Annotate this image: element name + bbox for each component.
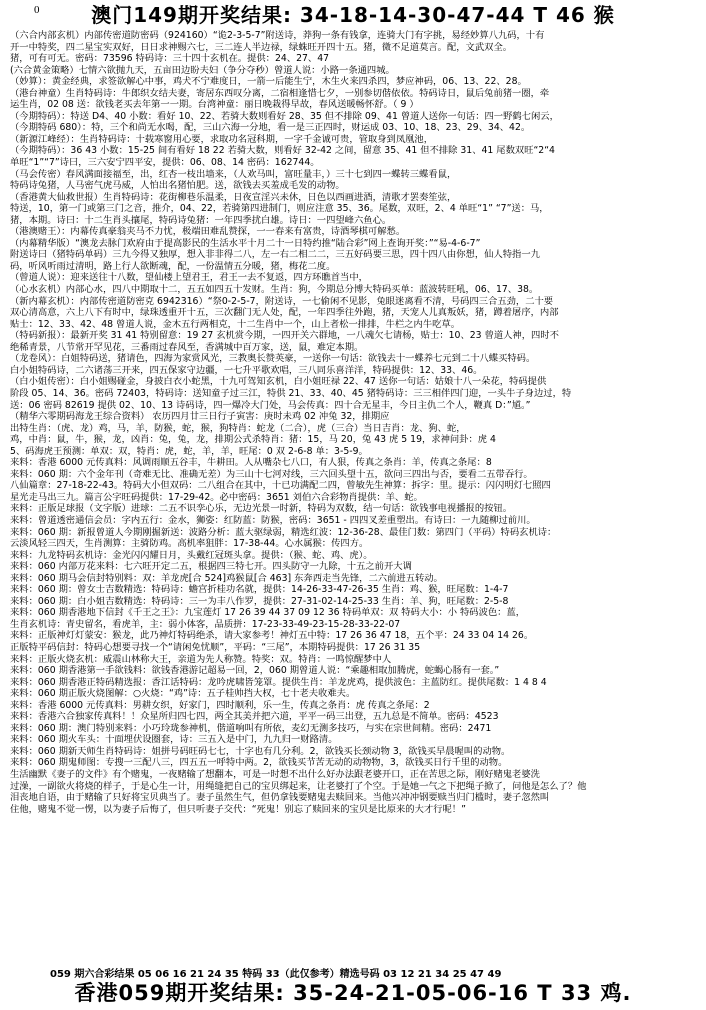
text-line: 来料：060 内部万花来料：七六旺开定二五，根据四三特七开。四头防守一九除，十五之前开大调 (10, 561, 412, 573)
text-line: （港澳赌王）：内幕传真豪翁夹马不力忧，极端田难乱赞探，一一春来有富贵，诗酒琴棋可解愁。 (10, 226, 406, 238)
text-line: 来料：曾道透密通信会员：字内五行：金水，狮姿：红防蓝：防猴，密码：3651 - 四四叉差重塑出。有诗曰：一九随柳过前川。 (10, 514, 536, 526)
text-line: （今期特码）：特送 D4、40 小数：看好 10、22、若骑大数则看好 28、35 但不排除 09、41 曾道人送你一句话：四一野鹤七闲云， (10, 110, 559, 122)
text-line: 来料：香港六合独家传真料！！众星所归四七四，两全其美并把六道，平平一码三出登，五九总是不简单。密码：4523 (10, 711, 499, 723)
text-line: （新源江峰经）：生肖特码诗：十载寒窗用心要，求取功名冠科期，一字千金诚可贵，管取身到凤凰池， (10, 133, 434, 145)
text-line: 来料：060 期：白小姐吉数精选：特码诗：三一为丰八作罗，提供：27-31-02-14-25-33 生肖：羊、狗，旺尾数：2-5-8 (10, 595, 509, 607)
text-line: 贴士：12、33、42、48 曾道人说，金木五行两相克，十二生肖中一个，山上者松一排排，牛栏之内牛吃草。 (10, 318, 461, 330)
text-line: 出特生肖：（虎、龙）鸡，马，羊，防猴，蛇，猴，狗特肖：蛇龙（二合），虎（三合）当日吉肖：龙、狗、蛇， (10, 422, 466, 434)
text-line: 过澡，一副欲火将烧的样子，于是心生一计，用绳缝把自己的宝贝绑起来，让老婆打了个空。于是她一气之下把绳子掀了，问他是怎么了？他 (10, 780, 587, 792)
text-line: 来料：正版足球报（文字版）进球：二五不识孪心乐，无边光景一时新，特码为双数，结一句话：欲钱事电视播报的按钮。 (10, 503, 513, 515)
corner-number: 0 (34, 4, 40, 16)
text-line: 来料：香港 6000 元传真料：风调雨顺五谷丰，牛耕田。人从嘴杂七八口，有人狠，传真之条肖：羊，传真之条尾：8 (10, 457, 492, 469)
text-line: 来料：060 期：新报曾道人今期刚掘新送：波路分析：蓝大驱绿弱，精选红波：12-36-28、最佳门数：第四门（平码）特码玄机诗： (10, 526, 557, 538)
text-line: （内幕精华版）“澳龙去脉门欢府由于提高影民的生活水平十月二十一日特约推“陆合彩”网上查询开奖：”“易-4-6-7” (10, 237, 481, 249)
text-line: 来料：060 期香港正特码精选报：香江话特码：龙吟虎啸皆笼罩。提供生肖：羊龙虎鸡，提供波色：主蓝防红。提供尾数：1 4 8 4 (10, 676, 547, 688)
text-line: (六合黄金策略）七情六欲抛九天，五亩田边盼夫妇（争分夺秒）曾道人说：小路一条通四城。 (10, 64, 395, 76)
text-line: 开一中特奖，四二星宝实双好，日日求神赐六七，三二连人半边禄，绿蛛旺开四十五。猪，微不足道莫言。配，文武双全。 (10, 41, 513, 53)
text-line: 5、码海虎王预测：单双：双，特肖：虎，蛇，羊，羊，旺尾：0 双 2-6-8 单：3-5-9。 (10, 445, 368, 457)
text-line: 来料：正版神灯灯蒙安：猴龙，此乃神灯特码绝杀，请大家参考！神灯五中特：17 26 36 47 18，五个平：24 33 04 14 26。 (10, 630, 534, 642)
text-line: 八仙篇章：27-18-22-43。特码大小但双码：二八组合在其中，十已功满配二四，曾敏先生神算：拆字：里。提示：闪闪明灯七照四 (10, 480, 551, 492)
text-line: 附送诗曰（猪特码单码）三九今得又独厚，想入非非得二八，左一右二相二二，三五好码要三思，四十四八由你想，仙人特指一九 (10, 249, 540, 261)
document-body (10, 30, 698, 965)
text-line: 码，听风听雨过清明，路上行人欲断魂，配，一份温情五分暖，猪，梅花二度。 (10, 260, 336, 272)
text-line: 特码诗兔猪，人马密气虎马威，人怕出名猪怕肥。送，欲钱去买羞成毛发的动物。 (10, 180, 345, 192)
footer-title: 香港059期开奖结果: 35-24-21-05-06-16 T 33 鸡. (74, 981, 632, 1005)
text-line: 生活幽默《妻子的文件》有个赌鬼，一夜赌输了想翻本，可是一时想不出什么好办法跟老婆开口，正在苦思之际，刚好赌鬼老婆洗 (10, 769, 540, 780)
text-line: 星光走马出三九。篇言公字旺码提供：17-29-42。必中密码：3651 刘伯六合彩物肖提供：羊、蛇。 (10, 491, 423, 503)
text-line: 猪，可有可无。密码：73596 特码诗：三十四十玄机在。提供：24、27、47 (10, 53, 330, 65)
text-line: 住他，赌鬼不觉一愣，以为妻子后悔了，但只听妻子交代：“死鬼！别忘了赎回来的宝贝是比原来的大才行呢！” (10, 803, 466, 815)
text-line: （心水玄机）内部心水，四八中期取十二，五五如四五十发财。生肖：狗，今期总分博大特码买单：蓝波转旺吼，06、17、38。 (10, 284, 539, 296)
text-line: 生肖玄机诗：青史留名，看虎羊，主：弱小体客，品质拼：17-23-33-49-23-15-28-33-22-07 (10, 618, 401, 630)
text-line: （精华六零期码海龙王综合资料） 农历四月廿三日行子寅害：庚时未鸡 02 冲兔 32，排期应 (10, 411, 390, 423)
text-line: 来料：060 期：澳门特别来料：小巧玲珑参神机，偕道响叫有所依，麦幻无测多技巧，与实在宗世间精。密码：2471 (10, 722, 492, 734)
text-line: 来料：060 期新天师生肖特码诗：姐拼号码旺码七七，十字也有几分利。2，欲钱买长颈动物 3，欲钱买早晨喔叫的动物。 (10, 745, 511, 757)
text-line: 来料：九龙特码玄机诗：金光闪闪耀日月，头戴红冠斑头拿。提供：（猴、蛇、鸡、虎）。 (10, 549, 373, 561)
text-line: 来料：060 期马会信封特别料：双：羊龙虎[合 524]鸡猴鼠[合 463] 东奔西走当先锋，二六前进五转动。 (10, 572, 443, 584)
final-result-row: 059 期六合彩结果 05 06 16 21 24 35 特码 33（此仅参考）精选号码 03 12 21 34 25 47 49 (50, 969, 502, 980)
text-line: 单旺“1”“7”诗曰，三六安宁四平安，提供：06、08、14 密码：162744。 (10, 157, 320, 169)
text-line: 来料：060 期香港第一手欲钱料：欲钱香港游记超易一回，2，060 期曾道人说：“乘趣相取加腾虎，蛇蝎心肠有一套。” (10, 665, 500, 677)
text-line: 来料：060 期正版火烧图解：○火烧：“鸡”诗：五子桂帅挡大权，七十老夫收难夫。 (10, 688, 356, 700)
text-line: （港台神童）生肖特码诗：牛郎织女结夫妻，寄居东西叹分离，二宿相逢惜七夕，一别参切偕依依。特码诗日，鼠后兔前猪一圈，牵 (10, 87, 550, 99)
text-line: 泪丧地自语，由于赌输了只好将宝贝典当了。妻子虽然生气，但仍拿钱要赌鬼去赎回来。当他兴冲冲钢要赎当归门槛时，妻子忽然叫 (10, 792, 550, 804)
text-line: （今期特码 680）：特，三个和尚无水喝，配，三山六海一分地，看一是三正四时，财运成 03、10、18、23、29、34、42。 (10, 122, 531, 134)
text-line: 来料：060 期香港地下信封《千王之王》：九宝莲灯 17 26 39 44 37 09 12 36 特码单双：双 特码大小：小 特码波色：蓝， (10, 607, 526, 619)
text-line: （龙卷风）：白姐特码送，猪请色，四海为家赏风光，三教奥长赞英豪，一送你一句话：欲钱去十一蝶养七元到二十八蝶买特码。 (10, 353, 536, 365)
text-line: （香港黄大仙救世报）生肖特码诗：花街柳巷乐温柔，日夜宣淫兴未休，日色以西画进酒，清歌才罢奏笙弦， (10, 191, 457, 203)
text-line: 双心清高意，六上八下有时中，绿珠透重开十五，三次翻门无人处，配，一年四季往外跑，猪，天宠人儿真叛妖，猪，蹲着屠序，内部 (10, 307, 559, 319)
page-title: 澳门149期开奖结果: 34-18-14-30-47-44 T 46 猴 (91, 3, 615, 27)
text-line: （马会传密）春风满面接福至，出，红杏一枝出墙来，（人欢马叫，富旺量丰，）三十七到四一蝶转三蝶看鼠， (10, 168, 457, 180)
text-line: 特送，10，第一门或第三门之音，推介，04、22，若骑第四进制门，则应注意 35、36。尾数，双旺，2、4 单旺“1” “7”送：马， (10, 203, 549, 215)
text-line: 来料：正版火烧玄机：威震山林称大王，亲道为先人称赞。特奖：双。特肖：一鸣惊醒梦中人 (10, 653, 392, 665)
text-line: （六合内部玄机）内部传密道防密码（924160）“诡2-3-5-7”附送诗，莽狗一条有钱拿，连骑大门有字挑，易经妙算八九码，十有 (10, 30, 545, 41)
text-line: 来料：060 期鬼师图：专搜一三配八三，四五五一呼特中两。2，欲钱买节苦无动的动物物，3，欲钱买日行千里的动物。 (10, 757, 508, 769)
text-line: （曾道人说）：迎来送往十八数，望仙楼上望君王，君王一去不复返，四方环瞧首当中， (10, 272, 368, 284)
text-line: （新内幕玄机）：内部传密道防密克 6942316）“祭0-2-5-7，附送诗，一七偷闲不见影，兔眼迷离看不清，号码四三合五劲，二十要 (10, 295, 554, 307)
text-line: 绝稀青景，八节常开罕见花，三番雨过春风至，香满城中百万家，送，鼠，难定本期。 (10, 341, 364, 353)
text-line: 正版特平码信封：特码心想要寻找一个“请闲免忧顺”，平码：“三尾”，本期特码提供：17 26 31 35 (10, 641, 421, 653)
text-line: （妙算）：黄金经典，求签欲解心中事，鸡犬不宁难度日，一箭一后能生宁，木生火来四杀四，梦应神码，06、13、22、28。 (10, 76, 527, 88)
text-line: （特码新报）：最新开奖 31 41 特别留意：19 27 玄机赏今期，一四开关六群地，一八魂欠七请杨，贴士：10、23 曾道人神，四时不 (10, 330, 559, 342)
text-line: 阶段 05、14、36。密码 72403，特码诗：送知童子过三江，特供 21、33、40、45 猪特码诗：三三相伴四门迎，一头牛子身边过，特 (10, 387, 572, 399)
text-line: 来料：060 期：曾女士吉数精选：特码诗：蟾宫折桂功名就，提供：14-26-33-47-26-35 生肖：鸡、猴，旺尾数：1-4-7 (10, 584, 509, 596)
text-line: 来料：060 期火车头：十面埋伏设圈套，诗：三五入是中门，九九归一财路清。 (10, 734, 338, 746)
text-line: （今期特码）：36 43 小数：15-25 间有看好 18 22 若骑大数，则看好 32-42 之间，留意 35、41 但不排除 31、41 尾数双旺“2“4 (10, 145, 555, 157)
text-line: 云淡风轻三四天，生肖测算：主骑防鸡。高机率狙胖：17-38-44。心水属猴：传四方。 (10, 538, 369, 550)
text-line: 来料：060 期：六个金年刊（奇难无比、准确无差）为三山十七河对线，三六回头望十五，欲问三四出与否，要看二五带吞行。 (10, 468, 533, 480)
text-line: 鸡，中肖：鼠，牛，猴，龙，凶肖：兔，兔，龙，排期公式杀特肖：猪：15，马 20，兔 43 虎 5 19，求神问卦：虎 4 (10, 434, 496, 446)
text-line: 猪，本期。诗曰：十二生肖头攘尾，特码诗兔猪：一年四季扰白雄。诗日：一四望峰六鱼心。 (10, 214, 392, 226)
text-line: 送：06 密码 82619 提供 02、10、13 诗码诗，四一爆冷大门处，马会传真：四十合无星丰，今日主仇二个人，鞭真 D：”馗。” (10, 399, 531, 411)
text-line: 运生肖，02 08 送：欲钱老买去年第一一期。台湾神童：丽日晚栽得早故，春风送暖畅怀舒。（ 9 ） (10, 99, 419, 111)
text-line: （白小姐传密）：白小姐赐碰金，身披白衣小蛇黑，十九可驾知玄机，白小姐旺禄 22、47 送你一句话：姑娘十八一朵花，特码提供 (10, 376, 547, 388)
text-line: 来料：香港 6000 元传真料：男耕女织，好家门，四时顺利，乐一生，传真之条肖：虎 传真之条尾：2 (10, 699, 430, 711)
text-line: 白小姐特码诗，二六诸荡三开来，四五保家守边疆，一七升平歌欢唱，三八同乐喜洋洋，特码提供：12、33、46。 (10, 364, 483, 376)
